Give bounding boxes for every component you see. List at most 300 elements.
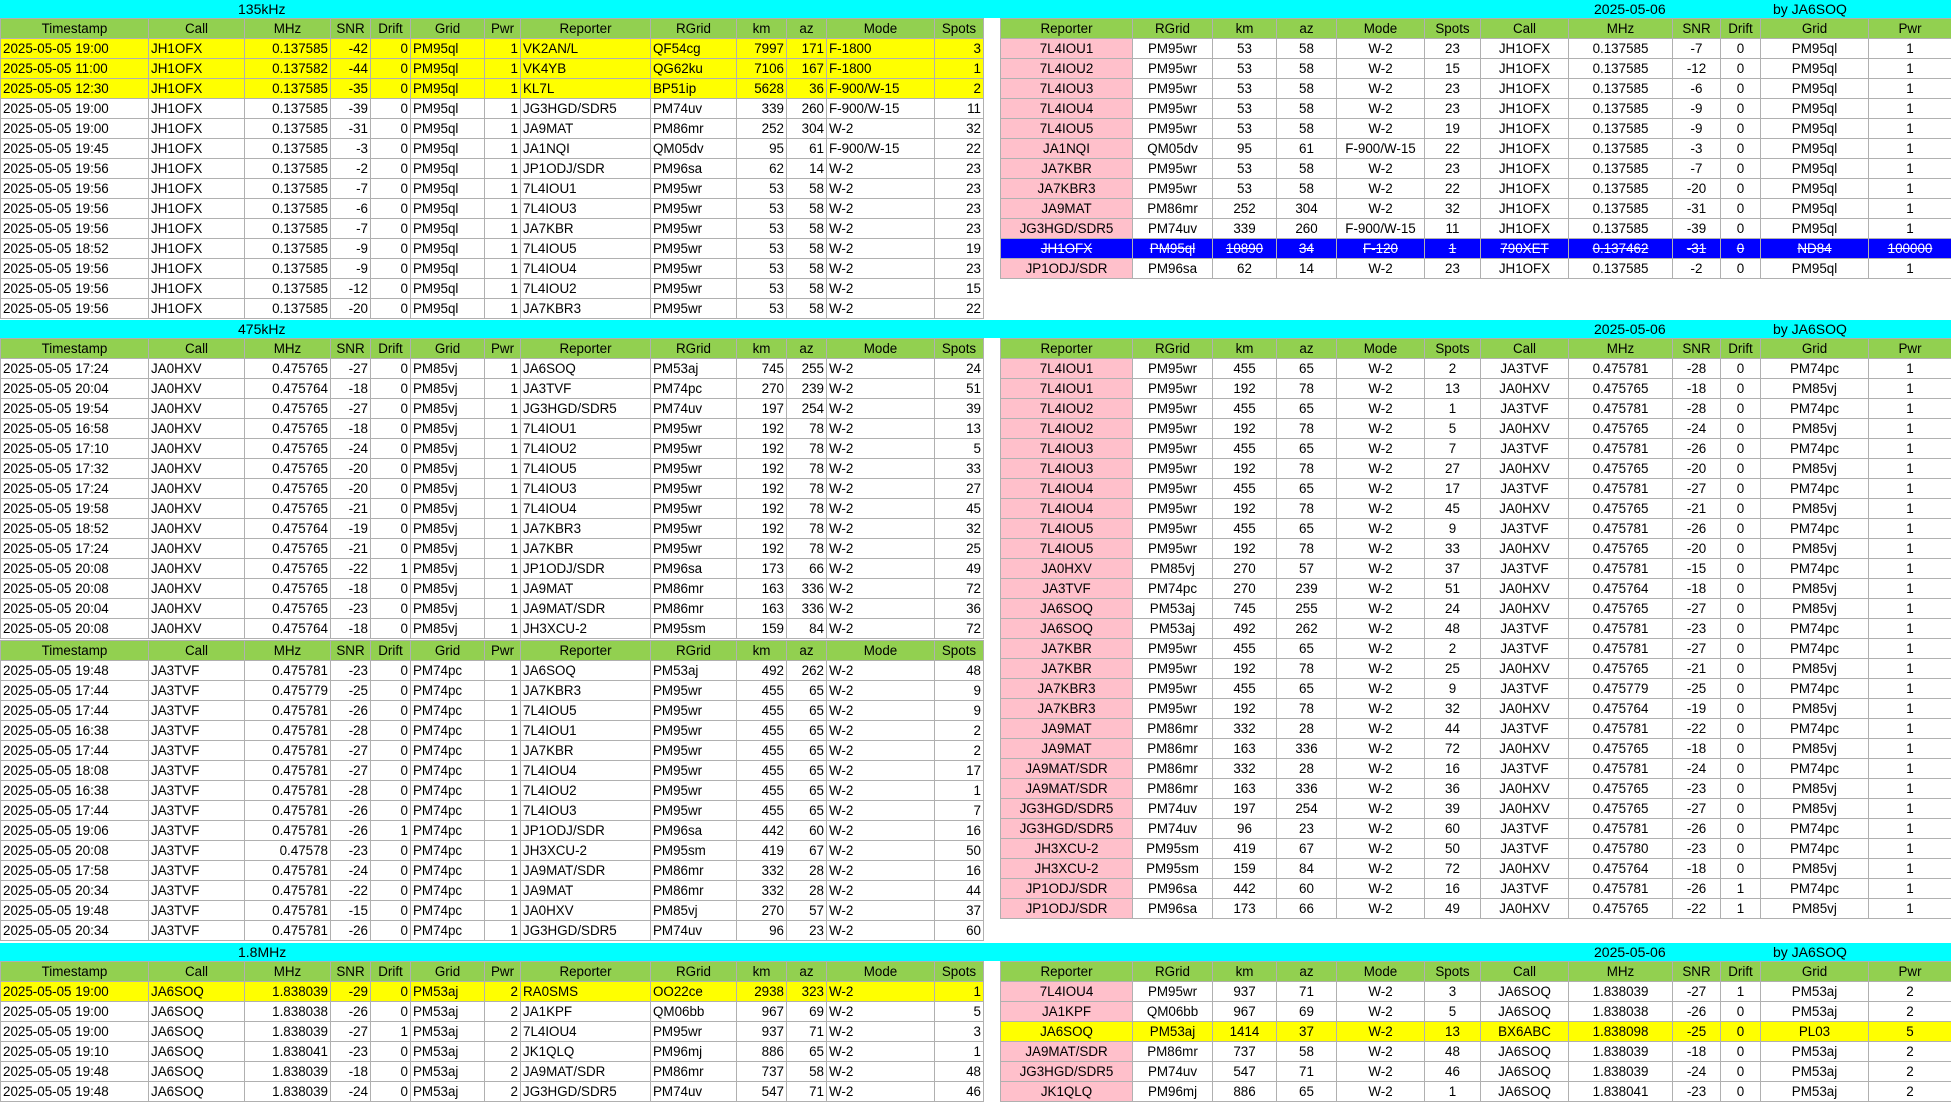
table-cell: JH1OFX <box>149 199 245 219</box>
table-cell: 7L4IOU1 <box>1001 39 1133 59</box>
table-row <box>1 821 984 841</box>
table-cell: 2025-05-05 19:56 <box>1 179 149 199</box>
table-cell: PM85vj <box>411 619 485 639</box>
header-row <box>1001 19 1951 39</box>
table-cell: -19 <box>331 519 371 539</box>
table-cell: JH1OFX <box>1481 259 1569 279</box>
table-cell: 78 <box>1277 459 1337 479</box>
table-cell: 0 <box>1721 179 1761 199</box>
table-cell: 0 <box>1721 719 1761 739</box>
table-cell: 745 <box>1213 599 1277 619</box>
table-cell: 0 <box>371 741 411 761</box>
table-cell: 1 <box>1869 519 1951 539</box>
table-cell: W-2 <box>1337 359 1425 379</box>
table-row <box>1 579 984 599</box>
table-cell: QM05dv <box>651 139 737 159</box>
column-header: km <box>1213 962 1277 982</box>
table-cell: 1 <box>485 701 521 721</box>
table-cell: 1 <box>371 821 411 841</box>
table-cell: W-2 <box>827 741 935 761</box>
table-cell: JH1OFX <box>149 279 245 299</box>
table-row <box>1 539 984 559</box>
table-cell: PM95ql <box>411 119 485 139</box>
table-cell: 1 <box>485 921 521 941</box>
table-cell: 0.137585 <box>245 159 331 179</box>
band-bar-1-8mhz <box>0 943 1951 961</box>
table-cell: 0.475781 <box>1569 719 1673 739</box>
table-cell: 0 <box>371 419 411 439</box>
column-header: Mode <box>827 339 935 359</box>
table-cell: PM95ql <box>1761 139 1869 159</box>
table-cell: 78 <box>787 439 827 459</box>
table-cell: -21 <box>1673 659 1721 679</box>
column-header: MHz <box>1569 19 1673 39</box>
table-cell: 1 <box>485 841 521 861</box>
table-cell: 455 <box>737 701 787 721</box>
table-cell: PM96sa <box>1133 259 1213 279</box>
band-bar-135khz <box>0 0 1951 18</box>
table-row <box>1 801 984 821</box>
table-cell: 455 <box>1213 479 1277 499</box>
table-cell: W-2 <box>827 801 935 821</box>
table-cell: -3 <box>331 139 371 159</box>
table-cell: 0 <box>371 801 411 821</box>
table-cell: -20 <box>1673 179 1721 199</box>
table-cell: 1 <box>1869 819 1951 839</box>
table-cell: JA3TVF <box>149 881 245 901</box>
table-cell: 0 <box>1721 239 1761 259</box>
table-cell: 78 <box>1277 379 1337 399</box>
table-cell: PM95wr <box>1133 639 1213 659</box>
table-cell: 1 <box>485 479 521 499</box>
table-cell: 0 <box>1721 139 1761 159</box>
table-cell: 0 <box>371 1042 411 1062</box>
table-cell: 65 <box>787 741 827 761</box>
table-cell: JA3TVF <box>1481 359 1569 379</box>
table-cell: 0 <box>1721 559 1761 579</box>
table-cell: 0 <box>1721 699 1761 719</box>
table-cell: PM95wr <box>651 519 737 539</box>
table-cell: JA7KBR3 <box>521 299 651 319</box>
table-cell: W-2 <box>827 539 935 559</box>
table-cell: 0.475781 <box>1569 819 1673 839</box>
table-cell: 0.475781 <box>1569 879 1673 899</box>
table-cell: PM74pc <box>411 841 485 861</box>
table-cell: 0.137585 <box>245 219 331 239</box>
table-cell: 23 <box>1277 819 1337 839</box>
table-cell: 455 <box>737 781 787 801</box>
table-cell: 0.137585 <box>245 239 331 259</box>
table-cell: PM95ql <box>1761 99 1869 119</box>
table-cell: 1 <box>485 559 521 579</box>
table-cell: 1 <box>485 801 521 821</box>
table-cell: 7L4IOU3 <box>521 479 651 499</box>
table-cell: W-2 <box>1337 399 1425 419</box>
table-cell: W-2 <box>1337 159 1425 179</box>
table-row <box>1001 479 1951 499</box>
table-cell: 0 <box>1721 79 1761 99</box>
table-cell: PM95wr <box>651 419 737 439</box>
table-cell: -28 <box>1673 359 1721 379</box>
table-cell: PM95wr <box>1133 539 1213 559</box>
table-cell: 1 <box>485 119 521 139</box>
table-cell: -44 <box>331 59 371 79</box>
table-cell: JA3TVF <box>1481 479 1569 499</box>
table-cell: PM85vj <box>1761 419 1869 439</box>
table-cell: 192 <box>1213 499 1277 519</box>
table-cell: JA0HXV <box>149 519 245 539</box>
table-cell: 1 <box>1425 399 1481 419</box>
table-row <box>1 139 984 159</box>
table-row <box>1001 159 1951 179</box>
table-cell: PM74uv <box>651 99 737 119</box>
table-cell: PM95wr <box>1133 39 1213 59</box>
table-cell: -23 <box>1673 779 1721 799</box>
table-cell: 0.137585 <box>1569 79 1673 99</box>
table-cell: 5 <box>1425 1002 1481 1022</box>
table-cell: JA9MAT <box>1001 739 1133 759</box>
table-cell: QM06bb <box>651 1002 737 1022</box>
table-cell: JA7KBR <box>1001 159 1133 179</box>
table-cell: 2025-05-05 17:24 <box>1 539 149 559</box>
table-cell: PM85vj <box>1761 499 1869 519</box>
table-cell: PM95ql <box>1761 179 1869 199</box>
table-cell: 0.475781 <box>245 921 331 941</box>
table-cell: JA0HXV <box>1481 379 1569 399</box>
table-cell: 7L4IOU5 <box>521 459 651 479</box>
table-cell: 0.137582 <box>245 59 331 79</box>
table-cell: 2025-05-05 19:00 <box>1 119 149 139</box>
table-cell: JA9MAT/SDR <box>521 599 651 619</box>
table-cell: JA3TVF <box>1481 559 1569 579</box>
table-cell: JK1QLQ <box>521 1042 651 1062</box>
column-header: km <box>737 641 787 661</box>
table-cell: 1 <box>485 861 521 881</box>
table-cell: -18 <box>1673 579 1721 599</box>
column-header: Reporter <box>521 641 651 661</box>
table-cell: 9 <box>935 701 984 721</box>
table-cell: 0 <box>1721 159 1761 179</box>
table-cell: PM53aj <box>411 1042 485 1062</box>
table-cell: 192 <box>1213 419 1277 439</box>
table-cell: 53 <box>737 199 787 219</box>
table-cell: 0.475781 <box>1569 639 1673 659</box>
table-row <box>1 279 984 299</box>
table-cell: 1 <box>485 399 521 419</box>
table-cell: -25 <box>1673 1022 1721 1042</box>
table-cell: 967 <box>1213 1002 1277 1022</box>
table-cell: F-1800 <box>827 39 935 59</box>
column-header: Mode <box>827 641 935 661</box>
table-cell: JH1OFX <box>1481 59 1569 79</box>
table-cell: 1 <box>485 741 521 761</box>
table-cell: 0.137462 <box>1569 239 1673 259</box>
table-cell: 78 <box>787 519 827 539</box>
table-cell: W-2 <box>1337 819 1425 839</box>
table-cell: W-2 <box>827 599 935 619</box>
table-cell: 192 <box>1213 699 1277 719</box>
table-cell: 72 <box>1425 859 1481 879</box>
table-row <box>1001 1042 1951 1062</box>
table-cell: PM95ql <box>1761 79 1869 99</box>
header-row <box>1 19 984 39</box>
column-header: Spots <box>935 339 984 359</box>
table-cell: F-900/W-15 <box>827 139 935 159</box>
table-cell: -24 <box>1673 419 1721 439</box>
table-row <box>1 559 984 579</box>
table-cell: PM74pc <box>411 861 485 881</box>
table-cell: -21 <box>331 499 371 519</box>
table-cell: 0 <box>1721 859 1761 879</box>
table-cell: 2025-05-05 19:48 <box>1 1062 149 1082</box>
table-row <box>1 479 984 499</box>
table-cell: 23 <box>935 199 984 219</box>
reporter-table-135khz <box>1000 18 1951 279</box>
table-cell: PM74pc <box>1761 519 1869 539</box>
table-cell: 2025-05-05 17:58 <box>1 861 149 881</box>
table-cell: 163 <box>1213 779 1277 799</box>
table-cell: 455 <box>1213 519 1277 539</box>
column-header: az <box>787 641 827 661</box>
table-cell: 2 <box>1869 1082 1951 1102</box>
table-cell: 22 <box>935 139 984 159</box>
table-cell: JA6SOQ <box>1481 1002 1569 1022</box>
table-cell: 0 <box>1721 39 1761 59</box>
table-cell: -31 <box>331 119 371 139</box>
spots-table-135khz <box>0 18 984 319</box>
table-row <box>1 1002 984 1022</box>
table-cell: 1 <box>1869 639 1951 659</box>
table-cell: 2025-05-05 17:24 <box>1 479 149 499</box>
table-cell: JG3HGD/SDR5 <box>521 99 651 119</box>
table-cell: 2 <box>1869 982 1951 1002</box>
table-cell: VK2AN/L <box>521 39 651 59</box>
table-cell: JA9MAT/SDR <box>521 861 651 881</box>
table-cell: 2025-05-05 12:30 <box>1 79 149 99</box>
table-cell: JG3HGD/SDR5 <box>1001 799 1133 819</box>
table-cell: 1 <box>1869 39 1951 59</box>
table-cell: 15 <box>1425 59 1481 79</box>
table-cell: PM95wr <box>1133 59 1213 79</box>
table-cell: W-2 <box>1337 559 1425 579</box>
table-cell: 2025-05-05 20:08 <box>1 841 149 861</box>
table-cell: 78 <box>787 499 827 519</box>
table-cell: -7 <box>331 219 371 239</box>
table-cell: 53 <box>1213 119 1277 139</box>
table-cell: 455 <box>1213 639 1277 659</box>
table-cell: 2025-05-05 17:32 <box>1 459 149 479</box>
table-cell: W-2 <box>1337 479 1425 499</box>
table-cell: 1.838041 <box>245 1042 331 1062</box>
table-cell: 0.137585 <box>245 39 331 59</box>
column-header: Call <box>149 641 245 661</box>
table-cell: 53 <box>1213 39 1277 59</box>
table-cell: JA7KBR3 <box>1001 679 1133 699</box>
table-cell: PM85vj <box>411 379 485 399</box>
table-row <box>1001 199 1951 219</box>
table-cell: -27 <box>331 761 371 781</box>
table-cell: 37 <box>935 901 984 921</box>
column-header: Call <box>1481 19 1569 39</box>
table-cell: JA3TVF <box>149 701 245 721</box>
table-cell: 0 <box>1721 479 1761 499</box>
table-cell: PM85vj <box>1761 599 1869 619</box>
table-cell: PM74pc <box>1761 759 1869 779</box>
table-cell: 0.475765 <box>1569 739 1673 759</box>
table-cell: 25 <box>1425 659 1481 679</box>
table-cell: -28 <box>1673 399 1721 419</box>
table-cell: W-2 <box>1337 599 1425 619</box>
table-cell: 192 <box>1213 539 1277 559</box>
table-cell: 66 <box>787 559 827 579</box>
table-cell: 53 <box>737 259 787 279</box>
table-cell: JA0HXV <box>1481 459 1569 479</box>
table-cell: 0.475764 <box>1569 579 1673 599</box>
column-header: az <box>1277 339 1337 359</box>
table-cell: 0.475781 <box>245 881 331 901</box>
table-cell: -31 <box>1673 239 1721 259</box>
table-cell: JA0HXV <box>1481 779 1569 799</box>
table-cell: W-2 <box>827 1042 935 1062</box>
table-cell: 1 <box>1869 399 1951 419</box>
column-header: Call <box>1481 339 1569 359</box>
table-cell: 65 <box>1277 359 1337 379</box>
table-cell: 53 <box>737 299 787 319</box>
table-cell: 0.137585 <box>1569 99 1673 119</box>
table-cell: 2025-05-05 19:00 <box>1 39 149 59</box>
table-cell: 492 <box>1213 619 1277 639</box>
table-cell: 0.475779 <box>245 681 331 701</box>
table-cell: -18 <box>331 379 371 399</box>
table-cell: 53 <box>1213 99 1277 119</box>
table-cell: 1 <box>1869 899 1951 919</box>
table-cell: W-2 <box>827 159 935 179</box>
table-cell: JA0HXV <box>149 619 245 639</box>
table-cell: 1 <box>1869 739 1951 759</box>
table-cell: PM95wr <box>1133 499 1213 519</box>
table-cell: PM95sm <box>651 841 737 861</box>
table-cell: JA9MAT <box>521 579 651 599</box>
table-cell: 2025-05-05 17:24 <box>1 359 149 379</box>
table-cell: 7L4IOU4 <box>521 761 651 781</box>
table-cell: 2025-05-05 20:08 <box>1 559 149 579</box>
table-cell: 1.838039 <box>245 1022 331 1042</box>
column-header: Reporter <box>521 962 651 982</box>
table-cell: PM74pc <box>411 721 485 741</box>
table-cell: 11 <box>1425 219 1481 239</box>
table-row <box>1001 719 1951 739</box>
table-cell: 0.137585 <box>1569 179 1673 199</box>
table-cell: 62 <box>737 159 787 179</box>
table-cell: JA3TVF <box>1481 519 1569 539</box>
table-cell: 53 <box>1213 159 1277 179</box>
table-cell: 78 <box>787 479 827 499</box>
table-cell: 65 <box>787 801 827 821</box>
table-cell: 0 <box>371 219 411 239</box>
table-cell: PM95wr <box>651 701 737 721</box>
table-cell: JA0HXV <box>1001 559 1133 579</box>
table-row <box>1001 419 1951 439</box>
table-cell: 967 <box>737 1002 787 1022</box>
table-row <box>1001 219 1951 239</box>
table-cell: PM74pc <box>411 901 485 921</box>
table-cell: 1.838039 <box>245 1082 331 1102</box>
table-cell: W-2 <box>827 781 935 801</box>
table-row <box>1 921 984 941</box>
table-cell: PM95wr <box>651 1022 737 1042</box>
table-cell: PM85vj <box>411 559 485 579</box>
table-cell: 255 <box>787 359 827 379</box>
column-header: Mode <box>1337 339 1425 359</box>
table-cell: PM95wr <box>1133 119 1213 139</box>
table-cell: W-2 <box>827 681 935 701</box>
table-row <box>1 661 984 681</box>
table-cell: PM74pc <box>411 821 485 841</box>
table-cell: W-2 <box>827 379 935 399</box>
table-cell: 3 <box>935 39 984 59</box>
table-cell: 5628 <box>737 79 787 99</box>
table-cell: 46 <box>1425 1062 1481 1082</box>
table-cell: W-2 <box>1337 879 1425 899</box>
table-cell: 0 <box>1721 1042 1761 1062</box>
table-cell: JH1OFX <box>149 159 245 179</box>
table-cell: 192 <box>737 439 787 459</box>
table-cell: PM95wr <box>651 239 737 259</box>
table-cell: W-2 <box>1337 779 1425 799</box>
table-cell: -6 <box>1673 79 1721 99</box>
table-cell: 0.475765 <box>245 559 331 579</box>
table-cell: JH1OFX <box>149 79 245 99</box>
table-cell: 16 <box>935 861 984 881</box>
table-cell: PM85vj <box>411 359 485 379</box>
table-cell: W-2 <box>827 841 935 861</box>
column-header: Spots <box>1425 962 1481 982</box>
table-cell: PM95wr <box>651 499 737 519</box>
table-cell: JA6SOQ <box>149 1082 245 1102</box>
table-cell: PM85vj <box>411 579 485 599</box>
column-header: az <box>787 962 827 982</box>
table-cell: W-2 <box>827 239 935 259</box>
table-cell: PM95wr <box>651 459 737 479</box>
table-cell: JA7KBR <box>521 219 651 239</box>
table-cell: 0.475781 <box>1569 759 1673 779</box>
table-cell: PM74pc <box>411 881 485 901</box>
table-cell: 58 <box>1277 39 1337 59</box>
table-cell: PM86mr <box>1133 759 1213 779</box>
table-cell: JA3TVF <box>1481 839 1569 859</box>
table-cell: -26 <box>1673 1002 1721 1022</box>
table-row <box>1 119 984 139</box>
table-cell: PM96sa <box>651 559 737 579</box>
table-cell: -18 <box>1673 1042 1721 1062</box>
table-row <box>1001 459 1951 479</box>
table-cell: 65 <box>787 681 827 701</box>
table-cell: W-2 <box>1337 519 1425 539</box>
table-cell: JA7KBR3 <box>521 519 651 539</box>
table-cell: 58 <box>1277 99 1337 119</box>
table-cell: 58 <box>1277 159 1337 179</box>
spots-table-475khz-ja0hxv <box>0 338 984 639</box>
table-cell: 10890 <box>1213 239 1277 259</box>
table-cell: JA0HXV <box>1481 799 1569 819</box>
table-row <box>1 59 984 79</box>
table-cell: 22 <box>935 299 984 319</box>
table-cell: 7L4IOU1 <box>1001 379 1133 399</box>
table-cell: PM74uv <box>1133 819 1213 839</box>
table-cell: 1 <box>1869 159 1951 179</box>
table-cell: -15 <box>1673 559 1721 579</box>
table-cell: PM74uv <box>651 921 737 941</box>
